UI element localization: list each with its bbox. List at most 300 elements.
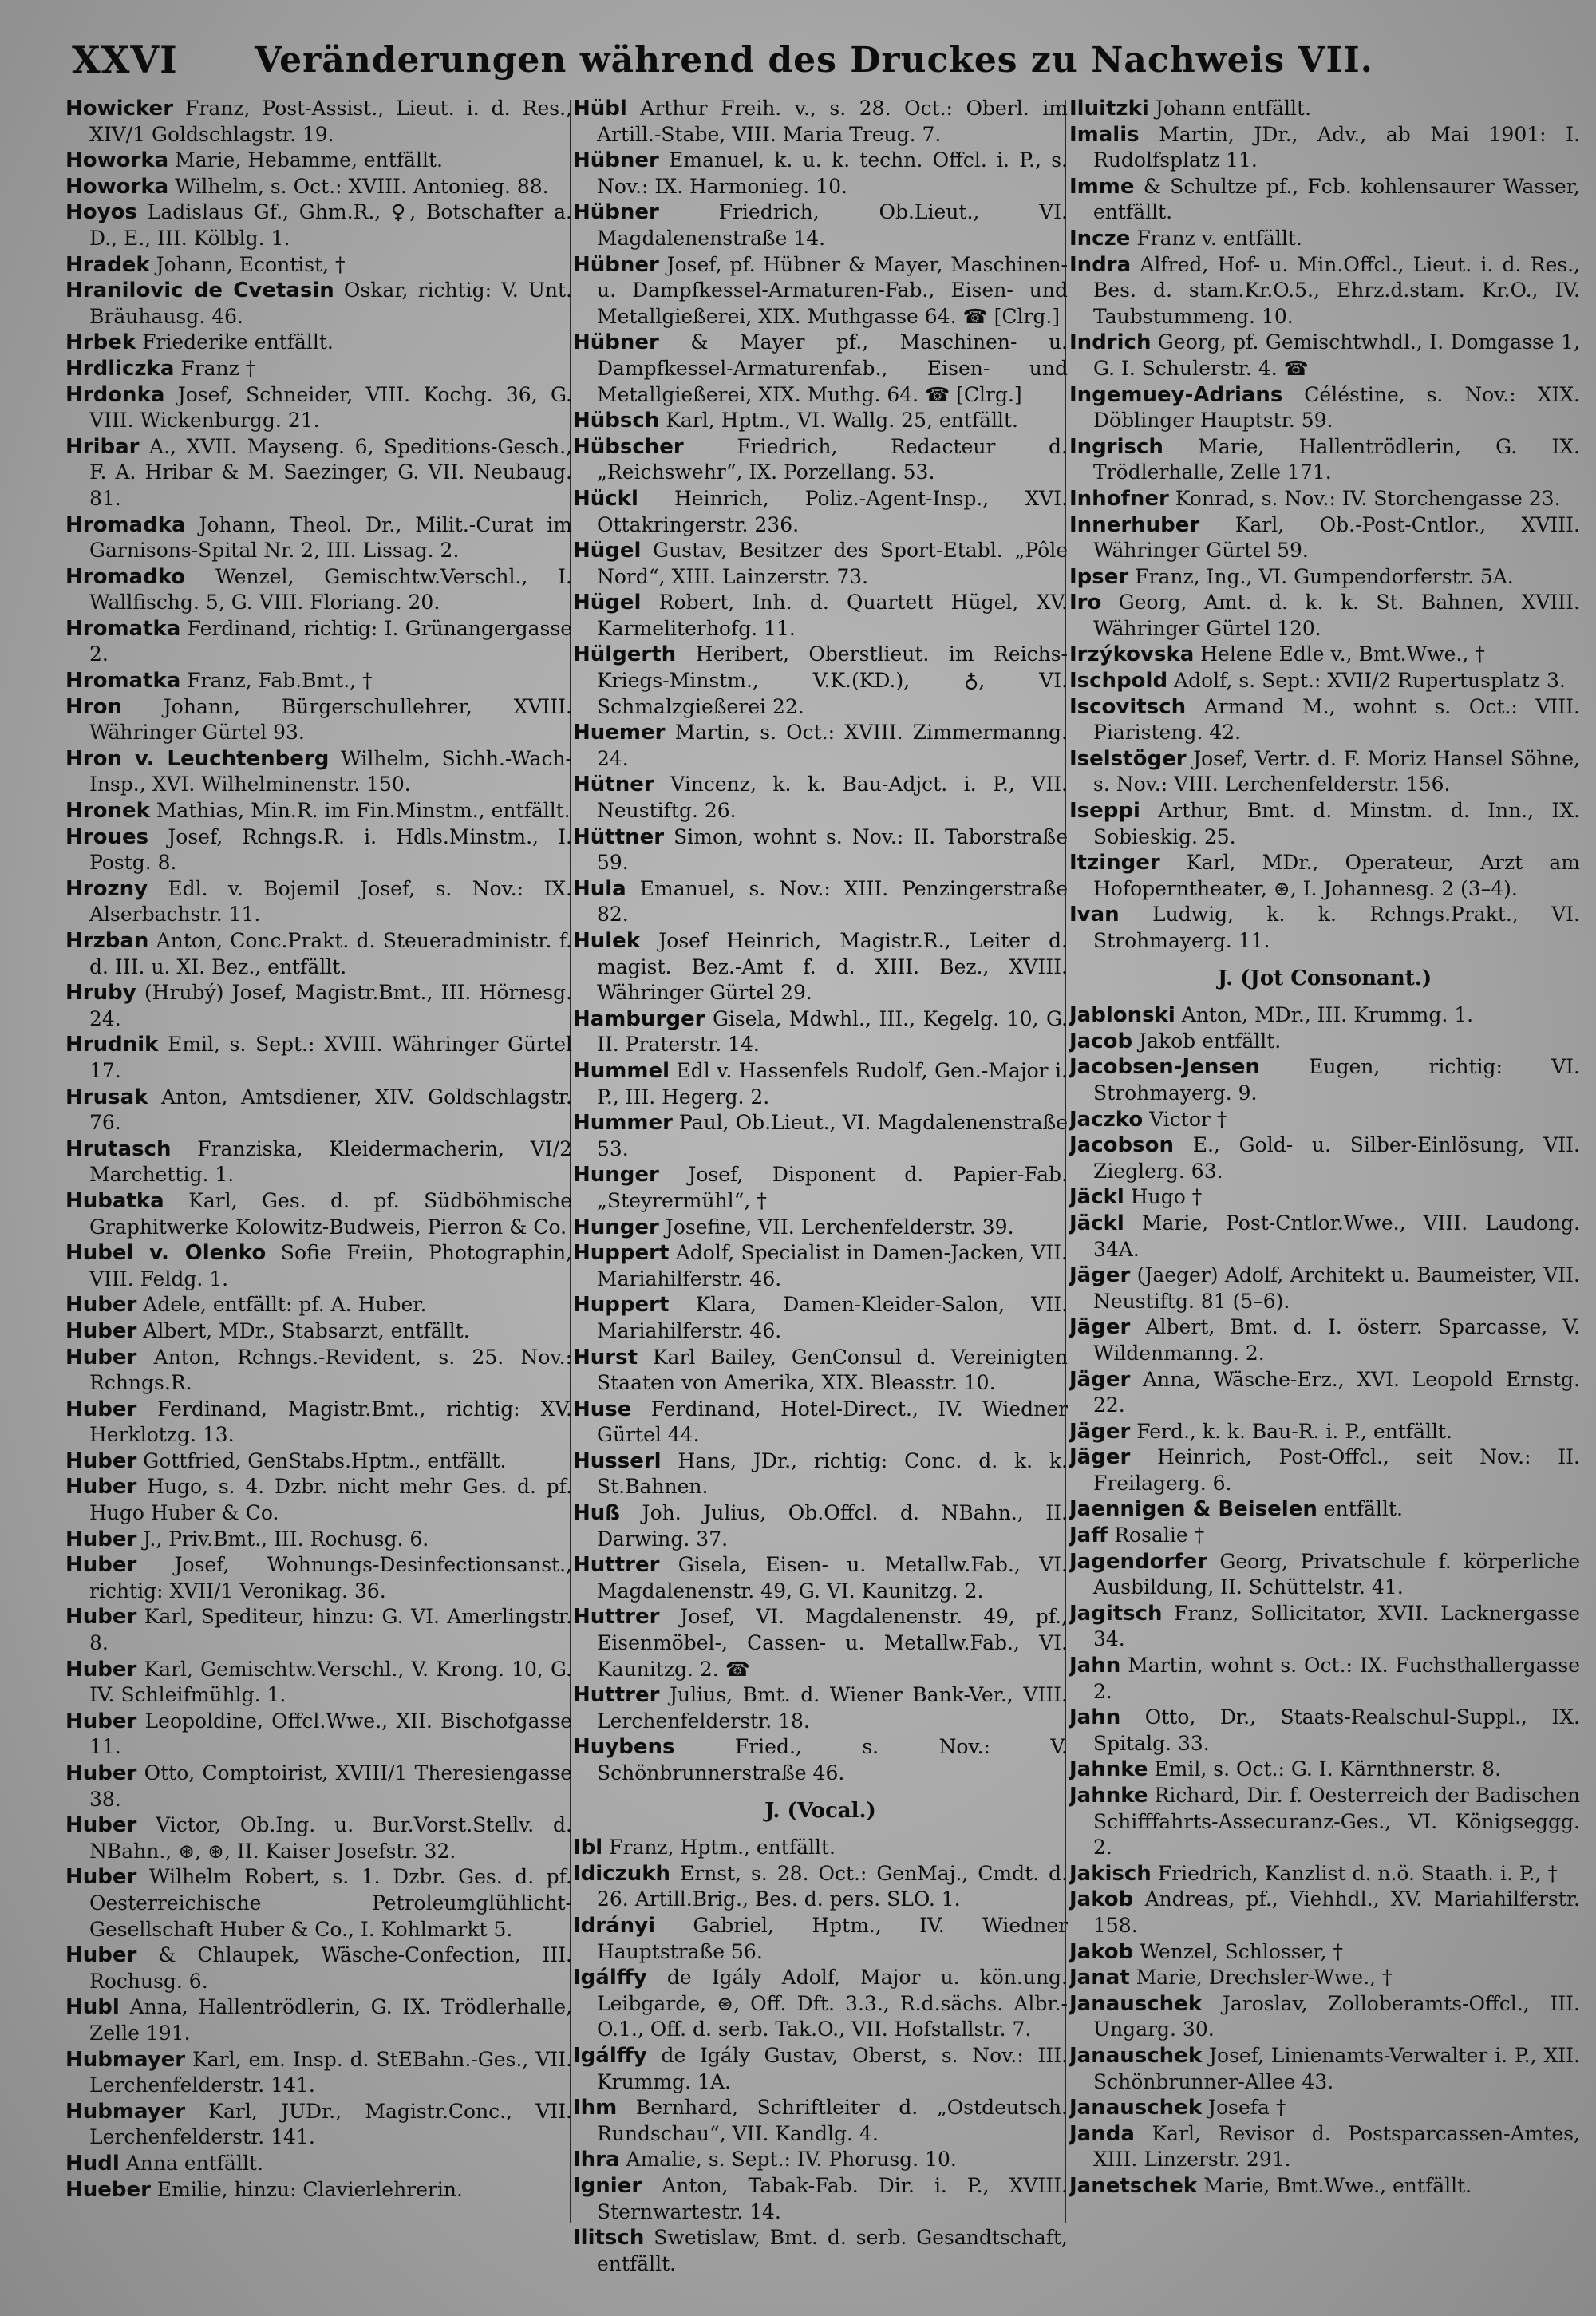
entry-detail: Martin, wohnt s. Oct.: IX. Fuchsthallergasse 2.	[1093, 1654, 1580, 1703]
entry-name: Ingrisch	[1069, 434, 1163, 459]
entry-name: Huemer	[573, 721, 666, 745]
entry-name: Hüttner	[573, 824, 665, 849]
directory-entry	[65, 1604, 572, 1656]
entry-detail: Joh. Julius, Ob.Offcl. d. NBahn., II. Darwing. 37.	[597, 1501, 1068, 1551]
entry-name: Huttrer	[573, 1605, 660, 1630]
directory-entry	[65, 1657, 572, 1709]
entry-name: Hübl	[573, 97, 627, 121]
directory-entry	[573, 1215, 1068, 1241]
entry-name: Hrozny	[65, 876, 148, 901]
entry-name: Iscovitsch	[1069, 694, 1187, 719]
page-header	[72, 32, 1556, 96]
directory-entry	[1069, 850, 1580, 902]
entry-name: Hübner	[573, 148, 659, 173]
directory-entry	[65, 1474, 572, 1526]
entry-detail: Josef, VI. Magdalenenstr. 49, pf., Eisenmöbel-, Cassen- u. Metallw.Fab., VI. Kaunitzg. 2. ☎	[597, 1605, 1068, 1681]
entry-detail: Karl, MDr., Operateur, Arzt am Hofoperntheater, ⊛, I. Johannesg. 2 (3–4).	[1093, 851, 1580, 900]
entry-name: Hamburger	[573, 1006, 705, 1031]
entry-name: Igálffy	[573, 1966, 647, 1990]
entry-name: Ihra	[573, 2148, 620, 2172]
directory-entry	[1069, 1757, 1580, 1783]
entry-detail: Anton, Tabak-Fab. Dir. i. P., XVIII. Sternwartestr. 14.	[597, 2173, 1068, 2223]
entry-name: Jaennigen & Beiselen	[1069, 1497, 1317, 1522]
entry-name: Hübner	[573, 200, 659, 225]
entry-detail: Franz v. entfällt.	[1130, 226, 1302, 250]
entry-detail: Albert, MDr., Stabsarzt, entfällt.	[136, 1318, 470, 1342]
directory-entry	[573, 1162, 1068, 1214]
entry-detail: Karl, Revisor d. Postsparcassen-Amtes, XIII. Linzerstr. 291.	[1093, 2121, 1580, 2172]
directory-entry	[1069, 252, 1580, 330]
entry-detail: Helene Edle v., Bmt.Wwe., †	[1194, 642, 1485, 666]
entry-detail: Edl. v. Bojemil Josef, s. Nov.: IX. Alserbachstr. 11.	[89, 876, 572, 927]
entry-detail: de Igály Adolf, Major u. kön.ung. Leibgarde, ⊛, Off. Dft. 3.3., R.d.sächs. Albr.-O.1., Off. d. serb. Tak.O., VII. Hofstallstr. 7.	[597, 1966, 1068, 2041]
entry-name: Hrusak	[65, 1085, 148, 1109]
entry-name: Hunger	[573, 1215, 659, 1239]
entry-detail: Emil, s. Sept.: XVIII. Währinger Gürtel 17.	[89, 1033, 572, 1082]
entry-detail: Johann, Econtist, †	[149, 252, 346, 276]
entry-detail: Alfred, Hof- u. Min.Offcl., Lieut. i. d. Res., Bes. d. stam.Kr.O.5., Ehrz.d.stam. Kr.O., IV. Taubstummeng. 10.	[1093, 252, 1580, 328]
entry-name: Hroues	[65, 824, 149, 849]
directory-entry	[573, 1734, 1068, 1786]
entry-name: Hurst	[573, 1345, 638, 1369]
entry-detail: Simon, wohnt s. Nov.: II. Taborstraße 59.	[597, 824, 1068, 875]
entry-detail: Emanuel, k. u. k. techn. Offcl. i. P., s. Nov.: IX. Harmonieg. 10.	[597, 148, 1068, 198]
entry-detail: Gisela, Mdwhl., III., Kegelg. 10, G. II. Praterstr. 14.	[597, 1006, 1068, 1057]
entry-detail: Céléstine, s. Nov.: XIX. Döblinger Hauptstr. 59.	[1093, 382, 1580, 433]
directory-entry	[65, 928, 572, 980]
entry-detail: Arthur, Bmt. d. Minstm. d. Inn., IX. Sobieskig. 25.	[1093, 799, 1580, 848]
entry-detail: Marie, Hebamme, entfällt.	[168, 148, 443, 172]
entry-name: Iseppi	[1069, 799, 1140, 824]
directory-entry	[1069, 2043, 1580, 2095]
entry-detail: Marie, Hallentrödlerin, G. IX. Trödlerhalle, Zelle 171.	[1093, 434, 1580, 484]
entry-detail: Gottfried, GenStabs.Hptm., entfällt.	[136, 1448, 507, 1472]
entry-detail: Friederike entfällt.	[136, 330, 334, 354]
entry-detail: Hans, JDr., richtig: Conc. d. k. k. St.Bahnen.	[597, 1448, 1068, 1499]
entry-name: Huttrer	[573, 1553, 660, 1578]
directory-entry	[1069, 1991, 1580, 2043]
entry-name: Hulek	[573, 929, 641, 953]
directory-entry	[65, 1345, 572, 1397]
entry-detail: Julius, Bmt. d. Wiener Bank-Ver., VIII. Lerchenfelderstr. 18.	[597, 1683, 1068, 1733]
entry-name: Jäckl	[1069, 1211, 1124, 1235]
entry-name: Idiczukh	[573, 1861, 671, 1886]
directory-entry	[65, 1032, 572, 1084]
directory-entry	[1069, 96, 1580, 122]
directory-entry	[65, 564, 572, 616]
entry-name: Hrzban	[65, 929, 149, 953]
entry-detail: Anton, Conc.Prakt. d. Steueradministr. f. d. III. u. XI. Bez., entfällt.	[89, 929, 572, 978]
directory-entry	[1069, 694, 1580, 746]
entry-name: Ibl	[573, 1836, 603, 1860]
directory-entry	[1069, 1263, 1580, 1314]
entry-detail: (Jaeger) Adolf, Architekt u. Baumeister, VII. Neustiftg. 81 (5–6).	[1093, 1263, 1580, 1313]
directory-entry	[573, 642, 1068, 720]
directory-entry	[573, 772, 1068, 824]
entry-name: Innerhuber	[1069, 512, 1200, 537]
directory-entry	[65, 980, 572, 1032]
entry-name: Janauschek	[1069, 2096, 1203, 2120]
entry-detail: Franz, Ing., VI. Gumpendorferstr. 5A.	[1128, 564, 1514, 588]
directory-entry	[65, 330, 572, 356]
entry-detail: Adolf, s. Sept.: XVII/2 Rupertusplatz 3.	[1167, 669, 1566, 693]
entry-name: Jäger	[1069, 1315, 1131, 1340]
entry-name: Imme	[1069, 174, 1135, 199]
entry-name: Jagendorfer	[1069, 1549, 1208, 1574]
entry-detail: Martin, s. Oct.: XVIII. Zimmermanng. 24.	[597, 721, 1068, 770]
entry-detail: Josef, Wohnungs-Desinfectionsanst., richtig: XVII/1 Veronikag. 36.	[89, 1553, 572, 1603]
entry-name: Jäger	[1069, 1367, 1131, 1392]
entry-detail: Amalie, s. Sept.: IV. Phorusg. 10.	[619, 2148, 957, 2172]
entry-name: Inhofner	[1069, 486, 1169, 511]
directory-entry	[65, 2047, 572, 2099]
entry-name: Itzinger	[1069, 851, 1160, 875]
entry-name: Huber	[65, 1527, 137, 1551]
entry-name: Iro	[1069, 591, 1102, 615]
entry-name: Hülgerth	[573, 642, 677, 667]
directory-entry	[573, 2043, 1068, 2095]
entry-detail: Richard, Dir. f. Oesterreich der Badischen Schifffahrts-Assecuranz-Ges., VI. Königseggg. 2.	[1093, 1784, 1580, 1860]
entry-detail: Karl, Gemischtw.Verschl., V. Krong. 10, G. IV. Schleifmühlg. 1.	[89, 1657, 572, 1707]
entry-detail: Albert, Bmt. d. I. österr. Sparcasse, V. Wildenmanng. 2.	[1093, 1315, 1580, 1365]
directory-entry	[1069, 798, 1580, 850]
entry-detail: Franz, Sollicitator, XVII. Lacknergasse 34.	[1093, 1601, 1580, 1651]
entry-detail: Friedrich, Redacteur d. „Reichswehr“, IX. Porzellang. 53.	[597, 434, 1068, 484]
page-number: XXVI	[72, 38, 178, 81]
entry-detail: Josef, Vertr. d. F. Moriz Hansel Söhne, s. Nov.: VIII. Lerchenfelderstr. 156.	[1093, 746, 1580, 796]
directory-entry	[65, 1761, 572, 1812]
entry-name: Hron v. Leuchtenberg	[65, 746, 330, 771]
directory-entry	[65, 694, 572, 746]
entry-detail: Georg, Amt. d. k. k. St. Bahnen, XVIII. Währinger Gürtel 120.	[1093, 591, 1580, 640]
entry-detail: Vincenz, k. k. Bau-Adjct. i. P., VII. Neustiftg. 26.	[597, 773, 1068, 823]
entry-detail: Georg, pf. Gemischtwhdl., I. Domgasse 1, G. I. Schulerstr. 4. ☎	[1093, 330, 1580, 380]
entry-name: Huber	[65, 1813, 137, 1838]
entry-detail: Karl, Hptm., VI. Wallg. 25, entfällt.	[659, 409, 1018, 433]
entry-detail: Georg, Privatschule f. körperliche Ausbildung, II. Schüttelstr. 41.	[1093, 1549, 1580, 1599]
entry-detail: Wenzel, Schlosser, †	[1133, 1939, 1343, 1963]
entry-detail: J., Priv.Bmt., III. Rochusg. 6.	[136, 1527, 429, 1551]
directory-entry	[65, 252, 572, 279]
entry-name: Hrdliczka	[65, 356, 175, 381]
directory-entry	[65, 96, 572, 148]
entry-detail: Oskar, richtig: V. Unt. Bräuhausg. 46.	[89, 279, 572, 328]
entry-detail: Johann, Theol. Dr., Milit.-Curat im Garnisons-Spital Nr. 2, III. Lissag. 2.	[89, 512, 572, 563]
entry-detail: & Schultze pf., Fcb. kohlensaurer Wasser, entfällt.	[1093, 174, 1580, 224]
entry-name: Huber	[65, 1605, 137, 1630]
entry-name: Ipser	[1069, 564, 1129, 589]
entry-name: Ischpold	[1069, 669, 1168, 694]
entry-detail: Hugo †	[1124, 1185, 1203, 1209]
directory-entry	[65, 174, 572, 200]
directory-entry	[65, 148, 572, 174]
entry-name: Jablonski	[1069, 1003, 1175, 1028]
directory-entry	[65, 876, 572, 928]
directory-entry	[65, 1085, 572, 1136]
directory-entry	[573, 2095, 1068, 2147]
entry-name: Janda	[1069, 2121, 1135, 2146]
entry-name: Ilitsch	[573, 2226, 645, 2251]
directory-entry	[1069, 1002, 1580, 1029]
entry-detail: Heinrich, Post-Offcl., seit Nov.: II. Freilagerg. 6.	[1093, 1445, 1580, 1495]
entry-name: Hronek	[65, 799, 150, 824]
entry-detail: E., Gold- u. Silber-Einlösung, VII. Zieglerg. 63.	[1093, 1133, 1580, 1183]
directory-entry	[1069, 1705, 1580, 1757]
entry-detail: Swetislaw, Bmt. d. serb. Gesandtschaft, entfällt.	[597, 2226, 1068, 2275]
directory-entry	[1069, 1523, 1580, 1549]
entry-name: Ingemuey-Adrians	[1069, 382, 1283, 407]
entry-name: Huber	[65, 1293, 137, 1318]
entry-name: Jahnke	[1069, 1757, 1148, 1782]
entry-name: Hrutasch	[65, 1136, 172, 1161]
entry-name: Jakob	[1069, 1887, 1134, 1912]
directory-entry	[1069, 746, 1580, 798]
directory-entry	[65, 746, 572, 798]
directory-entry	[573, 1058, 1068, 1110]
entry-detail: Josef Heinrich, Magistr.R., Leiter d. magist. Bez.-Amt f. d. XIII. Bez., XVIII. Währinger Gürtel 29.	[597, 929, 1068, 1005]
entry-name: Hütner	[573, 773, 654, 797]
directory-entry	[1069, 1314, 1580, 1366]
directory-entry	[1069, 1965, 1580, 1991]
entry-name: Jäger	[1069, 1263, 1131, 1288]
entry-detail: Emilie, hinzu: Clavierlehrerin.	[150, 2177, 463, 2201]
entry-detail: Josef, Rchngs.R. i. Hdls.Minstm., I. Postg. 8.	[89, 824, 572, 875]
directory-entry	[1069, 1211, 1580, 1263]
entry-detail: Ernst, s. 28. Oct.: GenMaj., Cmdt. d. 26. Artill.Brig., Bes. d. pers. SLO. 1.	[597, 1861, 1068, 1911]
directory-entry	[573, 2147, 1068, 2173]
entry-detail: Victor, Ob.Ing. u. Bur.Vorst.Stellv. d. NBahn., ⊛, ⊛, II. Kaiser Josefstr. 32.	[89, 1813, 572, 1863]
directory-entry	[1069, 382, 1580, 434]
directory-entry	[1069, 1107, 1580, 1133]
entry-name: Huse	[573, 1397, 632, 1421]
directory-entry	[1069, 2121, 1580, 2173]
directory-entry	[573, 1110, 1068, 1162]
entry-detail: Bernhard, Schriftleiter d. „Ostdeutsch. Rundschau“, VII. Kandlg. 4.	[597, 2096, 1068, 2145]
directory-entry	[573, 96, 1068, 148]
entry-name: Hummel	[573, 1058, 670, 1083]
entry-name: Jakisch	[1069, 1861, 1152, 1886]
directory-entry	[65, 1188, 572, 1240]
entry-name: Huber	[65, 1553, 137, 1578]
entry-name: Indrich	[1069, 330, 1152, 355]
directory-entry	[65, 382, 572, 434]
entry-detail: Adele, entfällt: pf. A. Huber.	[136, 1293, 427, 1317]
entry-detail: Josef, Disponent d. Papier-Fab. „Steyrermühl“, †	[597, 1163, 1068, 1212]
entry-name: Hromadko	[65, 564, 186, 589]
entry-detail: Gisela, Eisen- u. Metallw.Fab., VI. Magdalenenstr. 49, G. VI. Kaunitzg. 2.	[597, 1553, 1068, 1603]
entry-detail: (Hrubý) Josef, Magistr.Bmt., III. Hörnesg. 24.	[89, 981, 572, 1030]
entry-name: Jäger	[1069, 1419, 1131, 1444]
entry-detail: Karl, Ob.-Post-Cntlor., XVIII. Währinger Gürtel 59.	[1093, 512, 1580, 563]
directory-entry	[573, 434, 1068, 486]
directory-entry	[1069, 668, 1580, 694]
directory-entry	[65, 1136, 572, 1188]
entry-name: Huttrer	[573, 1683, 660, 1708]
entry-name: Ivan	[1069, 903, 1120, 927]
directory-entry	[65, 616, 572, 668]
entry-name: Hruby	[65, 981, 136, 1006]
entry-detail: Fried., s. Nov.: V. Schönbrunnerstraße 46.	[597, 1735, 1068, 1784]
directory-entry	[573, 1861, 1068, 1913]
entry-name: Ihm	[573, 2096, 618, 2120]
entry-name: Igálffy	[573, 2043, 647, 2068]
directory-entry	[573, 1835, 1068, 1861]
entry-detail: Edl v. Hassenfels Rudolf, Gen.-Major i. P., III. Hegerg. 2.	[597, 1058, 1068, 1109]
entry-detail: Sofie Freiin, Photographin, VIII. Feldg. 1.	[89, 1241, 572, 1290]
entry-name: Hudl	[65, 2151, 120, 2176]
entry-detail: Heribert, Oberstlieut. im Reichs-Kriegs-Minstm., V.K.(KD.), ♁, VI. Schmalzgießerei 22.	[597, 642, 1068, 718]
entry-name: Huppert	[573, 1241, 670, 1266]
directory-entry	[65, 200, 572, 251]
entry-name: Hromatka	[65, 616, 181, 641]
entry-name: Jahnke	[1069, 1784, 1148, 1808]
entry-name: Hübner	[573, 252, 659, 277]
entry-name: Hübsch	[573, 409, 660, 433]
directory-entry	[573, 590, 1068, 642]
directory-entry	[1069, 330, 1580, 381]
column-left	[65, 96, 572, 2298]
entry-name: Hubmayer	[65, 2099, 186, 2124]
entry-detail: Franz †	[174, 356, 256, 380]
entry-name: Janetschek	[1069, 2173, 1198, 2198]
directory-entry	[573, 252, 1068, 330]
directory-entry	[573, 1292, 1068, 1344]
directory-entry	[65, 2099, 572, 2151]
entry-name: Jaff	[1069, 1524, 1108, 1548]
entry-detail: Johann, Bürgerschullehrer, XVIII. Währinger Gürtel 93.	[89, 694, 572, 745]
entry-detail: Anna, Hallentrödlerin, G. IX. Trödlerhalle, Zelle 191.	[89, 1995, 572, 2045]
entry-detail: Wilhelm, Sichh.-Wach-Insp., XVI. Wilhelminenstr. 150.	[89, 746, 572, 796]
directory-entry	[1069, 226, 1580, 252]
entry-detail: Ludwig, k. k. Rchngs.Prakt., VI. Strohmayerg. 11.	[1093, 903, 1580, 952]
entry-name: Hula	[573, 876, 626, 901]
directory-entry	[65, 434, 572, 512]
directory-entry	[573, 1552, 1068, 1604]
entry-detail: Otto, Dr., Staats-Realschul-Suppl., IX. Spitalg. 33.	[1093, 1705, 1580, 1755]
directory-entry	[573, 200, 1068, 251]
entry-name: Hoyos	[65, 200, 137, 225]
entry-name: Huber	[65, 1943, 137, 1968]
entry-name: Huber	[65, 1448, 137, 1473]
directory-entry	[1069, 1861, 1580, 1887]
entry-name: Janat	[1069, 1966, 1130, 1990]
directory-entry	[573, 2225, 1068, 2277]
entry-name: Jäger	[1069, 1445, 1131, 1470]
entry-name: Jahn	[1069, 1705, 1121, 1730]
directory-entry	[1069, 564, 1580, 591]
entry-detail: Jakob entfällt.	[1132, 1029, 1282, 1053]
directory-entry	[1069, 174, 1580, 226]
entry-detail: Ferdinand, Hotel-Direct., IV. Wiedner Gürtel 44.	[597, 1397, 1068, 1447]
entry-detail: Ferd., k. k. Bau-R. i. P., entfällt.	[1130, 1419, 1453, 1443]
entry-detail: Anton, Rchngs.-Revident, s. 25. Nov.: Rchngs.R.	[89, 1345, 572, 1395]
directory-entry	[573, 2173, 1068, 2225]
entry-detail: Gabriel, Hptm., IV. Wiedner Hauptstraße 56.	[597, 1913, 1068, 1963]
entry-detail: Marie, Bmt.Wwe., entfällt.	[1197, 2173, 1472, 2197]
directory-entry	[65, 1864, 572, 1943]
entry-detail: Victor †	[1143, 1107, 1227, 1131]
entry-name: Hromadka	[65, 512, 186, 537]
directory-entry	[1069, 1054, 1580, 1106]
entry-detail: Franz, Fab.Bmt., †	[180, 669, 373, 693]
entry-detail: & Mayer pf., Maschinen- u. Dampfkessel-Armaturenfab., Eisen- und Metallgießerei, XIX. Muthg. 64. ☎ [Clrg.]	[597, 330, 1068, 406]
entry-detail: Mathias, Min.R. im Fin.Minstm., entfällt.	[149, 799, 571, 823]
entry-name: Hrbek	[65, 330, 136, 355]
entry-detail: Robert, Inh. d. Quartett Hügel, XV. Karmeliterhofg. 11.	[597, 591, 1068, 640]
entry-name: Hradek	[65, 252, 150, 277]
entry-detail: Josefine, VII. Lerchenfelderstr. 39.	[658, 1215, 1014, 1239]
directory-entry	[65, 1527, 572, 1553]
column-right	[1069, 96, 1580, 2298]
directory-entry	[65, 1943, 572, 1994]
section-heading: J. (Jot Consonant.)	[1217, 966, 1432, 990]
entry-name: Indra	[1069, 252, 1132, 277]
directory-entry	[65, 1292, 572, 1318]
entry-detail: Marie, Drechsler-Wwe., †	[1129, 1966, 1393, 1990]
entry-detail: Hugo, s. 4. Dzbr. nicht mehr Ges. d. pf. Hugo Huber & Co.	[89, 1475, 572, 1525]
entry-detail: A., XVII. Mayseng. 6, Speditions-Gesch., F. A. Hribar & M. Saezinger, G. VII. Neubaug. 81.	[89, 434, 572, 510]
entry-name: Idrányi	[573, 1913, 656, 1938]
entry-name: Huß	[573, 1501, 620, 1526]
entry-detail: Franz, Post-Assist., Lieut. i. d. Res., XIV/1 Goldschlagstr. 19.	[89, 97, 572, 146]
directory-entry	[1069, 1496, 1580, 1523]
directory-entry	[65, 1994, 572, 2046]
entry-detail: Paul, Ob.Lieut., VI. Magdalenenstraße 53.	[597, 1111, 1068, 1160]
entry-name: Iselstöger	[1069, 746, 1187, 771]
directory-entry	[573, 1448, 1068, 1500]
entry-name: Husserl	[573, 1448, 662, 1473]
directory-entry	[65, 798, 572, 824]
entry-name: Hrdonka	[65, 382, 165, 407]
entry-detail: Ferdinand, richtig: I. Grünangergasse 2.	[89, 616, 572, 666]
entry-name: Huber	[65, 1345, 137, 1369]
entry-name: Huber	[65, 1709, 137, 1733]
entry-name: Huybens	[573, 1735, 675, 1760]
entry-detail: Martin, JDr., Adv., ab Mai 1901: I. Rudolfsplatz 11.	[1093, 122, 1580, 172]
directory-entry	[1069, 1184, 1580, 1211]
directory-entry	[65, 1240, 572, 1292]
directory-entry	[573, 928, 1068, 1006]
entry-detail: Arthur Freih. v., s. 28. Oct.: Oberl. im Artill.-Stabe, VIII. Maria Treug. 7.	[597, 97, 1068, 146]
directory-entry	[65, 1397, 572, 1448]
entry-detail: Josef, Linienamts-Verwalter i. P., XII. Schönbrunner-Allee 43.	[1093, 2043, 1580, 2093]
directory-entry	[1069, 642, 1580, 668]
entry-name: Janauschek	[1069, 2043, 1203, 2068]
entry-detail: Karl, em. Insp. d. StEBahn.-Ges., VII. Lerchenfelderstr. 141.	[89, 2047, 572, 2097]
directory-entry	[573, 538, 1068, 590]
directory-entry	[1069, 1445, 1580, 1496]
entry-detail: Wilhelm, s. Oct.: XVIII. Antonieg. 88.	[168, 174, 549, 198]
entry-name: Huber	[65, 1657, 137, 1682]
directory-entry	[573, 148, 1068, 200]
directory-entry	[65, 2151, 572, 2177]
entry-detail: & Chlaupek, Wäsche-Confection, III. Rochusg. 6.	[89, 1943, 572, 1993]
directory-entry	[1069, 434, 1580, 486]
entry-name: Jacobson	[1069, 1133, 1174, 1158]
directory-entry	[573, 330, 1068, 408]
entry-detail: Wenzel, Gemischtw.Verschl., I. Wallfischg. 5, G. VIII. Floriang. 20.	[89, 564, 572, 615]
entry-name: Hummer	[573, 1111, 673, 1136]
entry-name: Hunger	[573, 1163, 659, 1188]
entry-detail: Wilhelm Robert, s. 1. Dzbr. Ges. d. pf. Oesterreichische Petroleumglühlicht-Gesellschaft Huber & Co., I. Kohlmarkt 5.	[89, 1865, 572, 1941]
entry-detail: Klara, Damen-Kleider-Salon, VII. Mariahilferstr. 46.	[597, 1293, 1068, 1342]
entry-name: Jagitsch	[1069, 1601, 1163, 1626]
directory-entry	[65, 824, 572, 876]
entry-name: Hückl	[573, 486, 638, 511]
entry-name: Hranilovic de Cvetasin	[65, 279, 334, 303]
entry-name: Iluitzki	[1069, 97, 1149, 121]
directory-entry	[65, 1448, 572, 1475]
